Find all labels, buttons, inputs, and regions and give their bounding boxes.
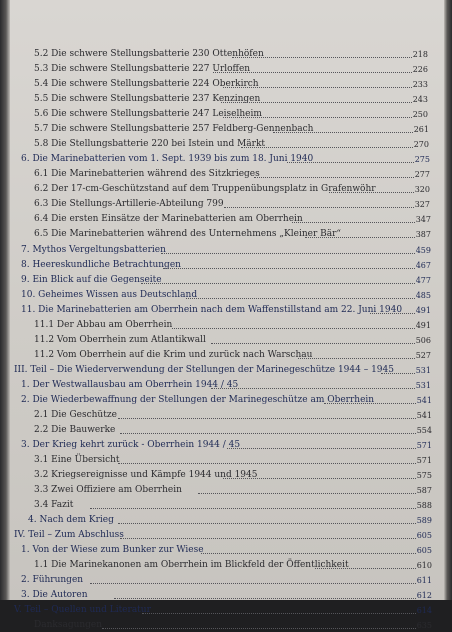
- toc-entry: [14, 604, 432, 617]
- toc-entry: [34, 349, 431, 362]
- dot-leader: [118, 418, 416, 419]
- toc-entry-title: 1.1 Die Marinekanonen am Oberrhein im Blickfeld der Öffentlichkeit: [34, 560, 349, 570]
- toc-entry-title: 5.5 Die schwere Stellungsbatterie 237 Kenzingen: [34, 94, 261, 104]
- dot-leader: [223, 87, 412, 88]
- toc-entry-title: 8. Heereskundliche Betrachtungen: [21, 260, 181, 270]
- toc-entry-title: 5.8 Die Stellungsbatterie 220 bei Istein und Märkt: [34, 139, 266, 149]
- toc-entry-page: 250: [412, 110, 428, 119]
- dot-leader: [287, 162, 414, 163]
- dot-leader: [118, 523, 416, 524]
- toc-entry-page: 491: [415, 306, 431, 315]
- toc-entry: [34, 108, 428, 121]
- toc-entry-title: 3.3 Zwei Offiziere am Oberrhein: [34, 485, 182, 495]
- toc-entry-title: 3.4 Fazit: [34, 500, 74, 510]
- dot-leader: [223, 478, 416, 479]
- toc-entry: [34, 619, 432, 632]
- dot-leader: [120, 433, 416, 434]
- toc-entry-page: 347: [415, 215, 431, 224]
- dot-leader: [227, 448, 416, 449]
- toc-entry-page: 589: [416, 516, 432, 525]
- toc-entry-page: 635: [416, 621, 432, 630]
- toc-entry: [34, 228, 431, 241]
- dot-leader: [329, 192, 414, 193]
- dot-leader: [370, 313, 415, 314]
- toc-entry-page: 541: [416, 411, 432, 420]
- toc-entry-title: 11.1 Der Abbau am Oberrhein: [34, 320, 173, 330]
- toc-entry-page: 270: [413, 140, 429, 149]
- toc-entry-title: III. Teil – Die Wiederverwendung der Stellungen der Marinegeschütze 1944 – 1945: [14, 365, 394, 375]
- toc-entry-page: 491: [415, 321, 431, 330]
- dot-leader: [90, 508, 416, 509]
- toc-entry-page: 506: [415, 336, 431, 345]
- toc-entry: [34, 319, 431, 332]
- dot-leader: [141, 283, 415, 284]
- dot-leader: [298, 358, 415, 359]
- toc-entry-page: 554: [416, 426, 432, 435]
- toc-entry: [21, 589, 432, 602]
- toc-entry-title: 10. Geheimes Wissen aus Deutschland: [21, 290, 198, 300]
- toc-entry-page: 610: [416, 561, 432, 570]
- dot-leader: [120, 538, 416, 539]
- toc-entry-title: 5.2 Die schwere Stellungsbatterie 230 Ottenhöfen: [34, 49, 264, 59]
- toc-entry-page: 587: [416, 486, 432, 495]
- toc-entry: [34, 183, 430, 196]
- dot-leader: [273, 132, 413, 133]
- toc-entry-page: 612: [416, 591, 432, 600]
- toc-entry-page: 218: [412, 50, 428, 59]
- toc-entry-page: 261: [413, 125, 429, 134]
- toc-entry-title: 11. Die Marinebatterien am Oberrhein nach dem Waffenstillstand am 22. Juni 1940: [21, 305, 403, 315]
- toc-entry: [34, 93, 428, 106]
- dot-leader: [254, 177, 414, 178]
- toc-entry: [21, 394, 432, 407]
- toc-entry-title: 11.2 Vom Oberrhein zum Atlantikwall: [34, 335, 206, 345]
- toc-entry-title: 5.4 Die schwere Stellungsbatterie 224 Oberkirch: [34, 79, 259, 89]
- dot-leader: [213, 72, 412, 73]
- dot-leader: [90, 583, 416, 584]
- dot-leader: [142, 613, 416, 614]
- toc-entry-title: 6. Die Marinebatterien vom 1. Sept. 1939 bis zum 18. Juni 1940: [21, 154, 314, 164]
- toc-entry-title: 6.1 Die Marinebatterien während des Sitzkrieges: [34, 169, 260, 179]
- dot-leader: [172, 328, 415, 329]
- dot-leader: [292, 222, 415, 223]
- toc-entry-title: 6.4 Die ersten Einsätze der Marinebatterien am Oberrhein: [34, 214, 303, 224]
- dot-leader: [221, 102, 412, 103]
- toc-entry-title: 5.3 Die schwere Stellungsbatterie 227 Urloffen: [34, 64, 251, 74]
- dot-leader: [114, 598, 416, 599]
- toc-entry-title: 1. Von der Wiese zum Bunker zur Wiese: [21, 545, 204, 555]
- dot-leader: [186, 298, 415, 299]
- toc-entry-title: V. Teil – Quellen und Literatur: [14, 605, 151, 615]
- toc-entry-title: 11.2 Vom Oberrhein auf die Krim und zurück nach Warschau: [34, 350, 313, 360]
- toc-entry-page: 541: [416, 396, 432, 405]
- toc-entry-page: 605: [416, 546, 432, 555]
- toc-entry-title: 6.5 Die Marinebatterien während des Unternehmens „Kleiner Bär“: [34, 229, 341, 239]
- toc-entry-page: 571: [416, 456, 432, 465]
- toc-entry: [34, 334, 431, 347]
- page-shadow-left: [0, 0, 10, 600]
- toc-entry-title: 6.2 Der 17-cm-Geschützstand auf dem Truppenübungsplatz in Grafenwöhr: [34, 184, 376, 194]
- toc-entry-title: 3.1 Eine Übersicht: [34, 455, 120, 465]
- toc-entry-title: 4. Nach dem Krieg: [28, 515, 114, 525]
- toc-entry: [34, 409, 432, 422]
- toc-entry-page: 226: [412, 65, 428, 74]
- toc-entry-page: 243: [412, 95, 428, 104]
- toc-entry-page: 327: [414, 200, 430, 209]
- toc-entry: [21, 544, 432, 557]
- toc-entry-title: 3. Die Autoren: [21, 590, 88, 600]
- toc-entry-page: 459: [415, 246, 431, 255]
- toc-entry: [34, 559, 432, 572]
- toc-entry-page: 611: [416, 576, 432, 585]
- dot-leader: [315, 568, 416, 569]
- toc-entry: [34, 168, 430, 181]
- toc-entry: [34, 123, 429, 136]
- dot-leader: [232, 57, 412, 58]
- toc-entry-title: Danksagungen: [34, 620, 103, 630]
- toc-entry: [34, 48, 428, 61]
- dot-leader: [102, 628, 416, 629]
- toc-entry-page: 531: [415, 381, 431, 390]
- toc-entry: [34, 63, 428, 76]
- toc-entry-title: 9. Ein Blick auf die Gegenseite: [21, 275, 162, 285]
- toc-entry-title: 2. Die Wiederbewaffnung der Stellungen der Marinegeschütze am Oberrhein: [21, 395, 375, 405]
- toc-entry: [21, 574, 432, 587]
- toc-entry-page: 588: [416, 501, 432, 510]
- toc-entry-page: 575: [416, 471, 432, 480]
- toc-entry-page: 275: [414, 155, 430, 164]
- toc-entry-page: 485: [415, 291, 431, 300]
- toc-entry-title: 6.3 Die Stellungs-Artillerie-Abteilung 799: [34, 199, 224, 209]
- toc-entry-title: 3. Der Krieg kehrt zurück - Oberrhein 1944 / 45: [21, 440, 241, 450]
- dot-leader: [163, 268, 415, 269]
- toc-entry-page: 571: [416, 441, 432, 450]
- toc-entry-title: 7. Mythos Vergeltungsbatterien: [21, 245, 166, 255]
- toc-entry-title: 5.6 Die schwere Stellungsbatterie 247 Leiselheim: [34, 109, 262, 119]
- toc-entry-page: 531: [415, 366, 431, 375]
- toc-entry: [34, 424, 432, 437]
- dot-leader: [211, 343, 415, 344]
- toc-entry: [34, 198, 430, 211]
- dot-leader: [381, 373, 415, 374]
- toc-entry: [34, 78, 428, 91]
- toc-entry-title: 2.2 Die Bauwerke: [34, 425, 116, 435]
- toc-entry: [21, 439, 432, 452]
- toc-entry: [34, 499, 432, 512]
- toc-entry: [34, 484, 432, 497]
- dot-leader: [118, 463, 416, 464]
- toc-entry-page: 605: [416, 531, 432, 540]
- page-shadow-right: [444, 0, 452, 600]
- toc-entry-page: 614: [416, 606, 432, 615]
- dot-leader: [161, 253, 415, 254]
- toc-entry: [34, 213, 431, 226]
- toc-entry: [21, 274, 431, 287]
- toc-entry-page: 387: [415, 230, 431, 239]
- toc-entry-title: 2.1 Die Geschütze: [34, 410, 117, 420]
- toc-entry: [34, 469, 432, 482]
- dot-leader: [241, 147, 413, 148]
- toc-entry-page: 477: [415, 276, 431, 285]
- toc-entry-page: 277: [414, 170, 430, 179]
- dot-leader: [201, 553, 416, 554]
- toc-entry: [28, 514, 432, 527]
- dot-leader: [223, 117, 412, 118]
- toc-entry-page: 527: [415, 351, 431, 360]
- toc-entry: [14, 364, 431, 377]
- toc-entry-page: 320: [414, 185, 430, 194]
- toc-entry: [21, 259, 431, 272]
- toc-entry: [21, 244, 431, 257]
- toc-entry-title: IV. Teil – Zum Abschluss: [14, 530, 124, 540]
- toc-entry-title: 3.2 Kriegsereignisse und Kämpfe 1944 und 1945: [34, 470, 258, 480]
- dot-leader: [324, 403, 416, 404]
- dot-leader: [224, 207, 414, 208]
- toc-entry: [34, 138, 429, 151]
- toc-entry-page: 233: [412, 80, 428, 89]
- toc-entry: [21, 304, 431, 317]
- toc-entry-title: 2. Führungen: [21, 575, 84, 585]
- dot-leader: [198, 493, 416, 494]
- toc-entry: [14, 529, 432, 542]
- toc-entry: [34, 454, 432, 467]
- toc-entry-title: 5.7 Die schwere Stellungsbatterie 257 Feldberg-Gennenbach: [34, 124, 314, 134]
- dot-leader: [211, 388, 415, 389]
- toc-entry: [21, 153, 430, 166]
- toc-entry: [21, 289, 431, 302]
- dot-leader: [305, 237, 415, 238]
- toc-entry-page: 467: [415, 261, 431, 270]
- toc-entry: [21, 379, 431, 392]
- toc-entry-title: 1. Der Westwallausbau am Oberrhein 1944 / 45: [21, 380, 239, 390]
